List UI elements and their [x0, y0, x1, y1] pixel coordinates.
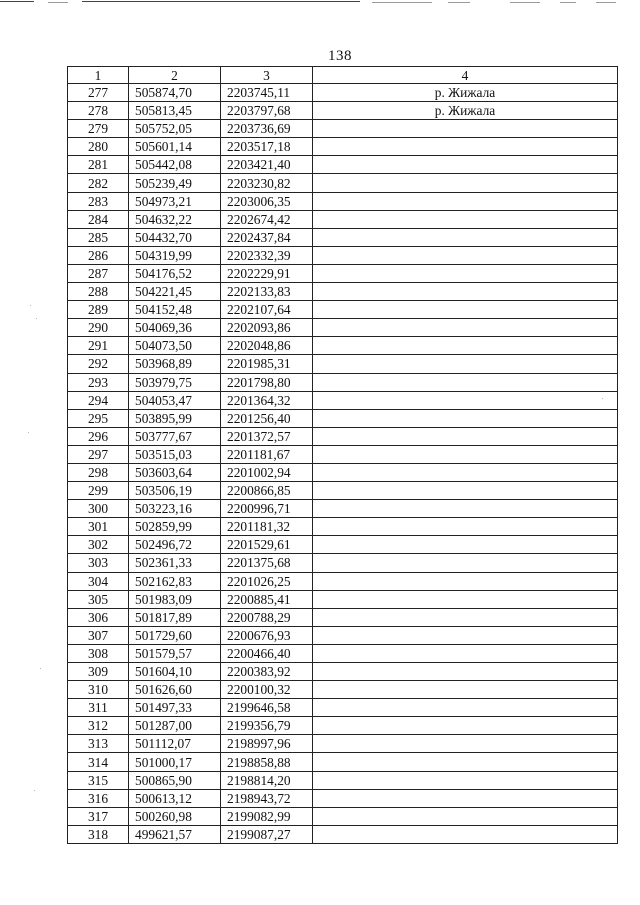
coordinate-y-cell: 2201364,32 — [221, 391, 313, 409]
note-cell — [313, 518, 618, 536]
note-cell — [313, 228, 618, 246]
coordinate-x-cell: 504432,70 — [129, 228, 221, 246]
coordinate-x-cell: 505442,08 — [129, 156, 221, 174]
note-cell — [313, 445, 618, 463]
coordinate-x-cell: 503968,89 — [129, 355, 221, 373]
coordinate-x-cell: 500260,98 — [129, 807, 221, 825]
note-cell: р. Жижала — [313, 102, 618, 120]
coordinate-y-cell: 2199082,99 — [221, 807, 313, 825]
note-cell — [313, 825, 618, 843]
table-body — [68, 84, 618, 844]
coordinate-x-cell: 503603,64 — [129, 463, 221, 481]
coordinate-y-cell: 2200788,29 — [221, 608, 313, 626]
coordinate-x-cell: 504221,45 — [129, 283, 221, 301]
coordinate-x-cell: 505813,45 — [129, 102, 221, 120]
note-cell — [313, 319, 618, 337]
note-cell — [313, 373, 618, 391]
coordinate-x-cell: 501729,60 — [129, 626, 221, 644]
note-cell — [313, 699, 618, 717]
table-row — [68, 337, 618, 355]
coordinate-x-cell: 501112,07 — [129, 735, 221, 753]
coordinate-y-cell: 2198997,96 — [221, 735, 313, 753]
row-number-cell: 302 — [68, 536, 129, 554]
coordinate-x-cell: 501287,00 — [129, 717, 221, 735]
row-number-cell: 285 — [68, 228, 129, 246]
coordinate-y-cell: 2203230,82 — [221, 174, 313, 192]
note-cell — [313, 681, 618, 699]
table-row — [68, 192, 618, 210]
note-cell — [313, 735, 618, 753]
row-number-cell: 310 — [68, 681, 129, 699]
coordinate-x-cell: 501000,17 — [129, 753, 221, 771]
row-number-cell: 304 — [68, 572, 129, 590]
note-cell — [313, 409, 618, 427]
coordinate-y-cell: 2201529,61 — [221, 536, 313, 554]
row-number-cell: 317 — [68, 807, 129, 825]
row-number-cell: 291 — [68, 337, 129, 355]
coordinate-y-cell: 2200866,85 — [221, 482, 313, 500]
row-number-cell: 313 — [68, 735, 129, 753]
table-row — [68, 554, 618, 572]
table-row — [68, 608, 618, 626]
table-row — [68, 174, 618, 192]
coordinate-y-cell: 2199356,79 — [221, 717, 313, 735]
coordinate-y-cell: 2201985,31 — [221, 355, 313, 373]
table-row — [68, 355, 618, 373]
scan-speck — [30, 305, 31, 306]
note-cell — [313, 771, 618, 789]
note-cell — [313, 264, 618, 282]
note-cell — [313, 554, 618, 572]
coordinate-y-cell: 2201798,80 — [221, 373, 313, 391]
row-number-cell: 303 — [68, 554, 129, 572]
row-number-cell: 309 — [68, 663, 129, 681]
table-row — [68, 301, 618, 319]
note-cell — [313, 174, 618, 192]
table-row — [68, 789, 618, 807]
coordinate-y-cell: 2202048,86 — [221, 337, 313, 355]
row-number-cell: 296 — [68, 427, 129, 445]
row-number-cell: 283 — [68, 192, 129, 210]
coordinate-y-cell: 2203517,18 — [221, 138, 313, 156]
coordinate-x-cell: 504973,21 — [129, 192, 221, 210]
note-cell — [313, 246, 618, 264]
coordinate-x-cell: 501817,89 — [129, 608, 221, 626]
coordinate-y-cell: 2201375,68 — [221, 554, 313, 572]
table-row — [68, 663, 618, 681]
row-number-cell: 316 — [68, 789, 129, 807]
table-row — [68, 373, 618, 391]
row-number-cell: 308 — [68, 644, 129, 662]
coordinate-y-cell: 2202107,64 — [221, 301, 313, 319]
coordinate-y-cell: 2201256,40 — [221, 409, 313, 427]
row-number-cell: 286 — [68, 246, 129, 264]
scan-speck — [36, 318, 37, 319]
row-number-cell: 311 — [68, 699, 129, 717]
row-number-cell: 292 — [68, 355, 129, 373]
scan-artifact-top — [0, 0, 640, 6]
row-number-cell: 307 — [68, 626, 129, 644]
coordinate-y-cell: 2199646,58 — [221, 699, 313, 717]
row-number-cell: 314 — [68, 753, 129, 771]
coordinate-x-cell: 501983,09 — [129, 590, 221, 608]
row-number-cell: 282 — [68, 174, 129, 192]
table-row — [68, 156, 618, 174]
row-number-cell: 300 — [68, 500, 129, 518]
table-row — [68, 391, 618, 409]
coordinate-x-cell: 502162,83 — [129, 572, 221, 590]
coordinate-x-cell: 503506,19 — [129, 482, 221, 500]
coordinate-y-cell: 2198858,88 — [221, 753, 313, 771]
note-cell — [313, 283, 618, 301]
row-number-cell: 278 — [68, 102, 129, 120]
coordinate-y-cell: 2201181,67 — [221, 445, 313, 463]
coordinate-y-cell: 2201002,94 — [221, 463, 313, 481]
row-number-cell: 295 — [68, 409, 129, 427]
coordinate-x-cell: 504176,52 — [129, 264, 221, 282]
coordinate-y-cell: 2203736,69 — [221, 120, 313, 138]
coordinate-x-cell: 503895,99 — [129, 409, 221, 427]
coordinate-y-cell: 2202093,86 — [221, 319, 313, 337]
coordinate-x-cell: 504152,48 — [129, 301, 221, 319]
coordinate-x-cell: 502496,72 — [129, 536, 221, 554]
note-cell — [313, 608, 618, 626]
note-cell — [313, 138, 618, 156]
note-cell — [313, 463, 618, 481]
coordinate-y-cell: 2200885,41 — [221, 590, 313, 608]
note-cell — [313, 355, 618, 373]
row-number-cell: 305 — [68, 590, 129, 608]
column-header: 4 — [313, 67, 618, 84]
row-number-cell: 312 — [68, 717, 129, 735]
table-row — [68, 681, 618, 699]
row-number-cell: 289 — [68, 301, 129, 319]
coordinate-x-cell: 502361,33 — [129, 554, 221, 572]
coordinate-x-cell: 501626,60 — [129, 681, 221, 699]
note-cell: р. Жижала — [313, 84, 618, 102]
note-cell — [313, 663, 618, 681]
note-cell — [313, 391, 618, 409]
coordinate-y-cell: 2200466,40 — [221, 644, 313, 662]
coordinate-x-cell: 505239,49 — [129, 174, 221, 192]
coordinate-x-cell: 501497,33 — [129, 699, 221, 717]
table-row — [68, 518, 618, 536]
row-number-cell: 294 — [68, 391, 129, 409]
table-row — [68, 500, 618, 518]
column-header: 3 — [221, 67, 313, 84]
coordinate-y-cell: 2200100,32 — [221, 681, 313, 699]
coordinate-x-cell: 504319,99 — [129, 246, 221, 264]
coordinate-x-cell: 499621,57 — [129, 825, 221, 843]
coordinate-x-cell: 502859,99 — [129, 518, 221, 536]
row-number-cell: 290 — [68, 319, 129, 337]
table-row — [68, 735, 618, 753]
row-number-cell: 284 — [68, 210, 129, 228]
coordinate-x-cell: 504632,22 — [129, 210, 221, 228]
table-row — [68, 283, 618, 301]
coordinate-x-cell: 503979,75 — [129, 373, 221, 391]
note-cell — [313, 156, 618, 174]
table-row — [68, 590, 618, 608]
note-cell — [313, 337, 618, 355]
table-row — [68, 445, 618, 463]
table-row — [68, 699, 618, 717]
coordinate-y-cell: 2203421,40 — [221, 156, 313, 174]
note-cell — [313, 789, 618, 807]
coordinate-x-cell: 501604,10 — [129, 663, 221, 681]
row-number-cell: 301 — [68, 518, 129, 536]
coordinate-y-cell: 2203006,35 — [221, 192, 313, 210]
table-row — [68, 753, 618, 771]
table-row — [68, 228, 618, 246]
table-row — [68, 463, 618, 481]
coordinate-y-cell: 2198814,20 — [221, 771, 313, 789]
coordinate-y-cell: 2200996,71 — [221, 500, 313, 518]
note-cell — [313, 482, 618, 500]
note-cell — [313, 807, 618, 825]
coordinate-x-cell: 501579,57 — [129, 644, 221, 662]
note-cell — [313, 590, 618, 608]
table-row — [68, 210, 618, 228]
row-number-cell: 318 — [68, 825, 129, 843]
coordinate-y-cell: 2200383,92 — [221, 663, 313, 681]
note-cell — [313, 536, 618, 554]
note-cell — [313, 427, 618, 445]
table-row — [68, 644, 618, 662]
note-cell — [313, 192, 618, 210]
table-row — [68, 319, 618, 337]
table-header-row — [68, 67, 618, 84]
coordinate-y-cell: 2202229,91 — [221, 264, 313, 282]
row-number-cell: 287 — [68, 264, 129, 282]
coordinate-x-cell: 504073,50 — [129, 337, 221, 355]
row-number-cell: 293 — [68, 373, 129, 391]
note-cell — [313, 753, 618, 771]
row-number-cell: 306 — [68, 608, 129, 626]
table-row — [68, 717, 618, 735]
row-number-cell: 281 — [68, 156, 129, 174]
coordinate-x-cell: 503515,03 — [129, 445, 221, 463]
coordinate-x-cell: 503223,16 — [129, 500, 221, 518]
table-row — [68, 825, 618, 843]
row-number-cell: 299 — [68, 482, 129, 500]
scan-speck — [34, 790, 35, 791]
note-cell — [313, 500, 618, 518]
row-number-cell: 288 — [68, 283, 129, 301]
coordinate-y-cell: 2202437,84 — [221, 228, 313, 246]
coordinate-x-cell: 505752,05 — [129, 120, 221, 138]
coordinate-y-cell: 2202674,42 — [221, 210, 313, 228]
note-cell — [313, 301, 618, 319]
coordinate-y-cell: 2198943,72 — [221, 789, 313, 807]
scan-speck — [40, 668, 41, 669]
coordinate-y-cell: 2199087,27 — [221, 825, 313, 843]
coordinate-y-cell: 2203745,11 — [221, 84, 313, 102]
table-row — [68, 138, 618, 156]
coordinate-y-cell: 2200676,93 — [221, 626, 313, 644]
coordinate-y-cell: 2201181,32 — [221, 518, 313, 536]
table-row — [68, 807, 618, 825]
note-cell — [313, 626, 618, 644]
row-number-cell: 315 — [68, 771, 129, 789]
note-cell — [313, 210, 618, 228]
coordinate-y-cell: 2201026,25 — [221, 572, 313, 590]
note-cell — [313, 717, 618, 735]
note-cell — [313, 120, 618, 138]
column-header: 1 — [68, 67, 129, 84]
table-row — [68, 102, 618, 120]
table-row — [68, 572, 618, 590]
table-row — [68, 409, 618, 427]
coordinate-x-cell: 505601,14 — [129, 138, 221, 156]
coordinate-x-cell: 504069,36 — [129, 319, 221, 337]
coordinate-x-cell: 505874,70 — [129, 84, 221, 102]
table-row — [68, 626, 618, 644]
row-number-cell: 277 — [68, 84, 129, 102]
coordinate-x-cell: 504053,47 — [129, 391, 221, 409]
table-row — [68, 246, 618, 264]
coordinate-x-cell: 503777,67 — [129, 427, 221, 445]
coordinate-y-cell: 2201372,57 — [221, 427, 313, 445]
note-cell — [313, 572, 618, 590]
row-number-cell: 298 — [68, 463, 129, 481]
column-header: 2 — [129, 67, 221, 84]
coordinates-table — [67, 66, 618, 844]
table-row — [68, 482, 618, 500]
coordinate-x-cell: 500613,12 — [129, 789, 221, 807]
coordinate-x-cell: 500865,90 — [129, 771, 221, 789]
table-row — [68, 771, 618, 789]
coordinate-y-cell: 2203797,68 — [221, 102, 313, 120]
table-row — [68, 536, 618, 554]
table-row — [68, 264, 618, 282]
table-row — [68, 84, 618, 102]
note-cell — [313, 644, 618, 662]
row-number-cell: 297 — [68, 445, 129, 463]
row-number-cell: 279 — [68, 120, 129, 138]
row-number-cell: 280 — [68, 138, 129, 156]
scan-speck — [602, 398, 603, 399]
table-row — [68, 120, 618, 138]
coordinate-y-cell: 2202133,83 — [221, 283, 313, 301]
table-row — [68, 427, 618, 445]
coordinate-y-cell: 2202332,39 — [221, 246, 313, 264]
page-number: 138 — [328, 48, 352, 64]
scan-speck — [28, 432, 29, 433]
